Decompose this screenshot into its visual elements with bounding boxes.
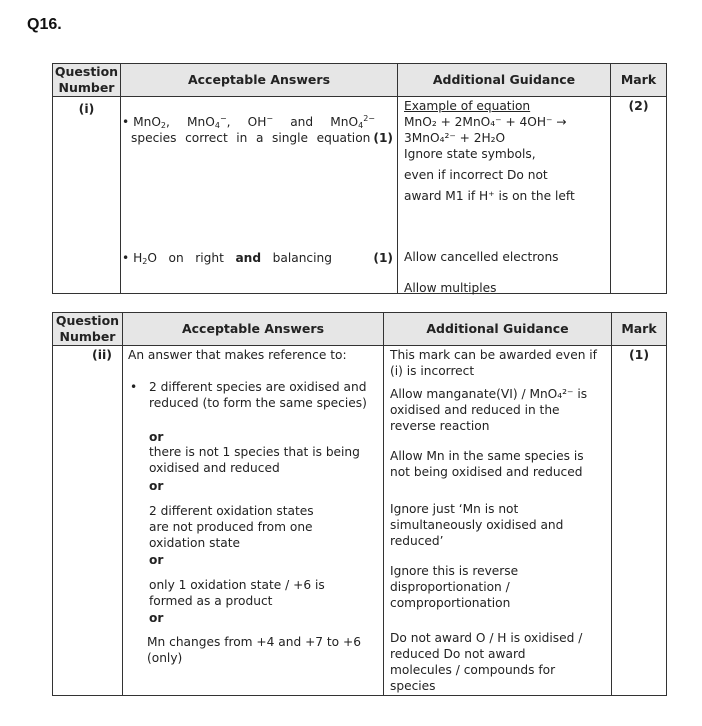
additional-guidance-cell [384, 346, 612, 696]
answer-point-2: • $H_2O$ on right and balancing (1) [122, 251, 393, 266]
answer-option: 2 different species are oxidised and reduced (to form the same species) [149, 380, 367, 410]
total-mark: (2) [628, 98, 649, 113]
question-number: (i) [78, 101, 95, 116]
example-heading: Example of equation [404, 99, 531, 113]
equation-line-2: 3MnO₄²⁻ + 2H₂O [404, 131, 506, 145]
guidance-line: Allow Mn in the same species is not being oxidised and reduced [390, 449, 584, 479]
question-title: Q16. [27, 16, 62, 33]
table-row [53, 346, 667, 696]
header-acceptable-answers: Acceptable Answers [121, 64, 398, 97]
acceptable-answers-cell [123, 346, 384, 696]
question-number-cell [53, 97, 121, 294]
header-acceptable-answers: Acceptable Answers [123, 313, 384, 346]
answer-point-2-mark: (1) [373, 251, 393, 265]
header-additional-guidance: Additional Guidance [398, 64, 611, 97]
guidance-line: even if incorrect Do not [404, 168, 548, 182]
guidance-line: Ignore this is reverse disproportionation / comproportionation [390, 564, 519, 610]
answer-point-1: • MnO$_2$, MnO$_4$−, OH− and MnO$_4^{2-}$ species correct in a single equation (1) [122, 114, 393, 145]
mark-scheme-table-i [52, 63, 667, 294]
or-label: or [149, 479, 164, 493]
guidance-line: award M1 if H⁺ is on the left [404, 189, 575, 203]
bullet: • [130, 380, 138, 394]
answer-point-2-text: balancing [272, 251, 332, 265]
answer-option: Mn changes from +4 and +7 to +6 (only) [147, 635, 361, 665]
guidance-allow-multiples: Allow multiples [404, 281, 497, 295]
bullet: • [122, 251, 130, 265]
guidance-line: Do not award O / H is oxidised / reduced Do not award molecules / compounds for species [390, 631, 583, 693]
guidance-line: Allow manganate(VI) / MnO₄²⁻ is oxidised and reduced in the reverse reaction [390, 387, 588, 433]
answer-intro: An answer that makes reference to: [128, 348, 347, 362]
answer-point-2-bold: and [235, 251, 262, 265]
question-number-cell [53, 346, 123, 696]
header-mark: Mark [612, 313, 667, 346]
equation-line-1: MnO₂ + 2MnO₄⁻ + 4OH⁻ → [404, 115, 567, 129]
header-question-number: Question Number [53, 64, 121, 97]
or-label: or [149, 611, 164, 625]
table-row [53, 97, 667, 294]
additional-guidance-cell [398, 97, 611, 294]
or-label: or [149, 430, 164, 444]
total-mark: (1) [628, 347, 650, 362]
header-question-number: Question Number [53, 313, 123, 346]
table-header-row [53, 64, 667, 97]
answer-option: 2 different oxidation states are not produced from one oxidation state [149, 504, 314, 550]
guidance-line: Ignore state symbols, [404, 147, 536, 161]
question-number: (ii) [92, 347, 112, 362]
header-additional-guidance: Additional Guidance [384, 313, 612, 346]
guidance-line: Ignore just ‘Mn is not simultaneously oxidised and reduced’ [390, 502, 564, 548]
header-mark: Mark [611, 64, 667, 97]
guidance-line: This mark can be awarded even if (i) is incorrect [390, 348, 597, 378]
answer-point-1-text: species correct in a single equation [131, 131, 371, 145]
bullet: • [122, 115, 130, 129]
guidance-allow-electrons: Allow cancelled electrons [404, 250, 559, 264]
acceptable-answers-cell [121, 97, 398, 294]
answer-point-1-mark: (1) [373, 131, 393, 145]
answer-option: there is not 1 species that is being oxidised and reduced [149, 445, 360, 475]
answer-option: only 1 oxidation state / +6 is formed as a product [149, 578, 325, 608]
table-header-row [53, 313, 667, 346]
mark-cell [611, 97, 667, 294]
mark-cell [612, 346, 667, 696]
or-label: or [149, 553, 164, 567]
mark-scheme-table-ii [52, 312, 667, 696]
